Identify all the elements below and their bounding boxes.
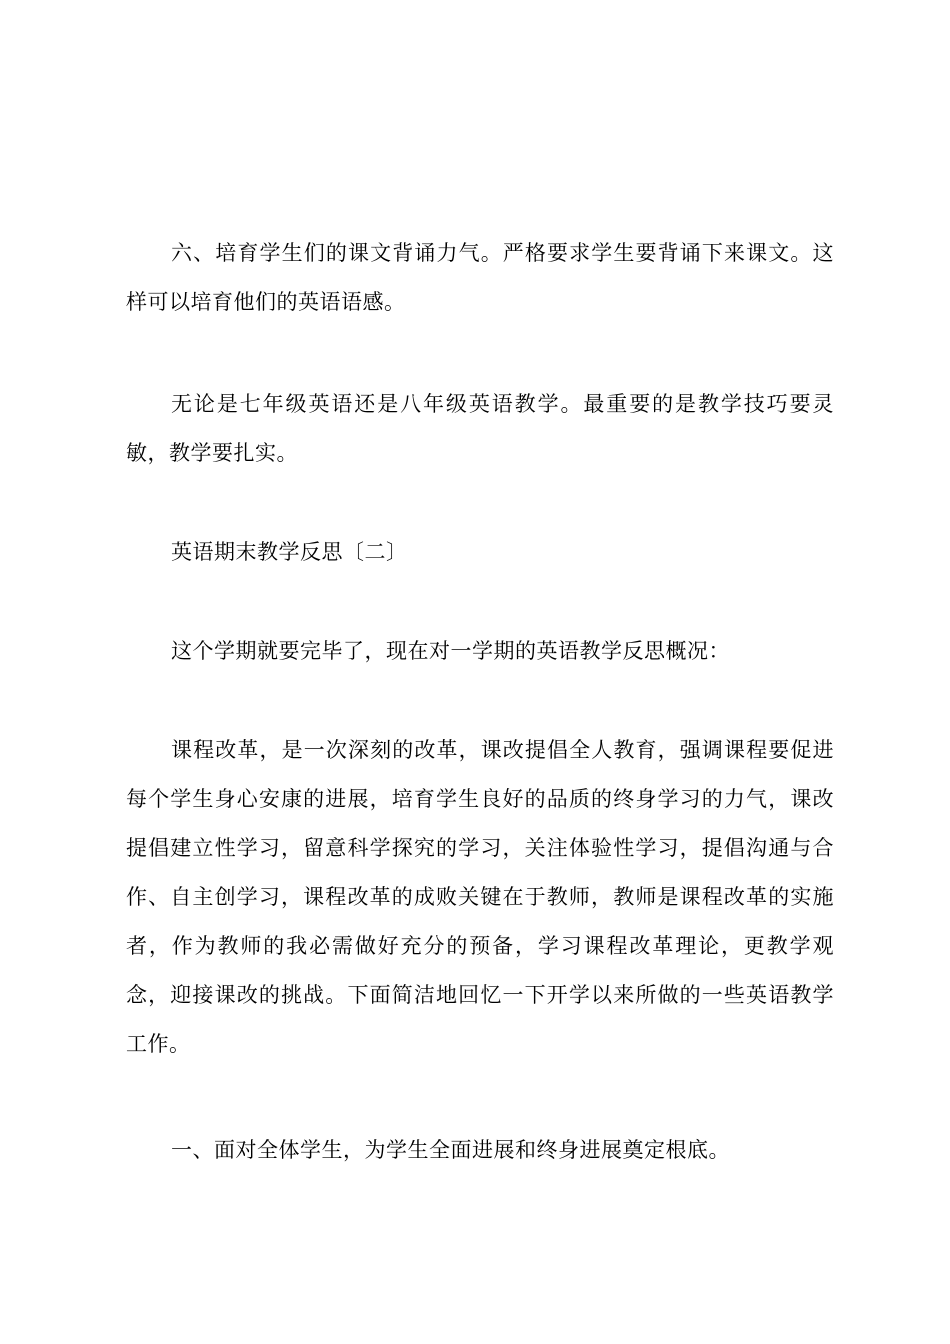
paragraph-recitation: 六、培育学生们的课文背诵力气。严格要求学生要背诵下来课文。这样可以培育他们的英语语感。 xyxy=(126,241,834,314)
paragraph-teaching-skill: 无论是七年级英语还是八年级英语教学。最重要的是教学技巧要灵敏，教学要扎实。 xyxy=(126,392,834,465)
paragraph-point-one: 一、面对全体学生，为学生全面进展和终身进展奠定根底。 xyxy=(171,1138,730,1162)
paragraph-intro: 这个学期就要完毕了，现在对一学期的英语教学反思概况： xyxy=(171,639,730,663)
section-heading: 英语期末教学反思〔二〕 xyxy=(171,540,408,564)
paragraph-curriculum-reform: 课程改革，是一次深刻的改革，课改提倡全人教育，强调课程要促进每个学生身心安康的进展，培育学生良好的品质的终身学习的力气，课改提倡建立性学习，留意科学探究的学习，关注体验性学习，提倡沟通与合作、自主创学习，课程改革的成败关键在于教师，教师是课程改革的实施者，作为教师的我必需做好充分的预备，学习课程改革理论，更教学观念，迎接课改的挑战。下面简洁地回忆一下开学以来所做的一些英语教学工作。 xyxy=(126,738,834,1056)
